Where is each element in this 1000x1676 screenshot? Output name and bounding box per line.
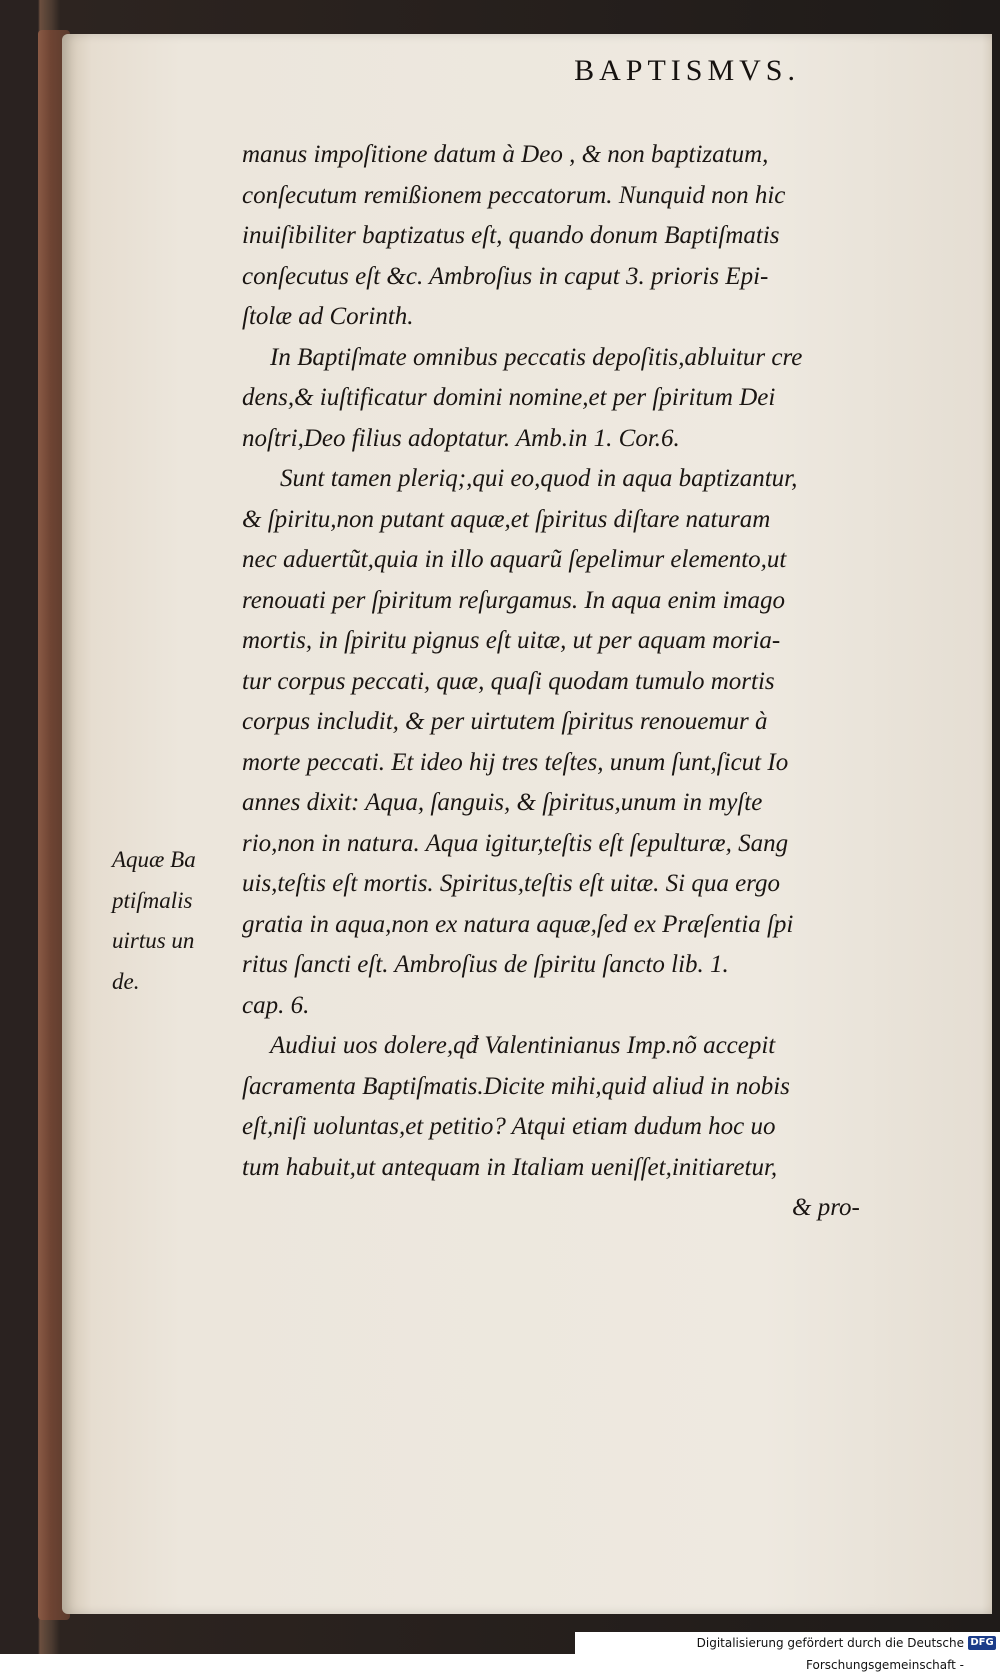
text-line: mortis, in ſpiritu pignus eſt uitæ, ut per aquam moria-: [242, 621, 922, 662]
text-line: conſecutum remißionem peccatorum. Nunquid non hic: [242, 176, 922, 217]
text-line: gratia in aqua,non ex natura aquæ,ſed ex Præſentia ſpi: [242, 905, 922, 946]
text-line: & ſpiritu,non putant aquæ,et ſpiritus diſtare naturam: [242, 500, 922, 541]
text-line: Sunt tamen pleriq;,qui eo,quod in aqua baptizantur,: [242, 459, 922, 500]
marginal-note: [112, 840, 242, 1002]
marginal-line: uirtus un: [112, 921, 242, 962]
text-line: Audiui uos dolere,qđ Valentinianus Imp.nõ accepit: [242, 1026, 922, 1067]
text-line: nec aduertũt,quia in illo aquarũ ſepelimur elemento,ut: [242, 540, 922, 581]
text-line: noſtri,Deo filius adoptatur. Amb.in 1. Cor.6.: [242, 419, 922, 460]
text-line: uis,teſtis eſt mortis. Spiritus,teſtis eſt uitæ. Si qua ergo: [242, 864, 922, 905]
text-line: renouati per ſpiritum reſurgamus. In aqua enim imago: [242, 581, 922, 622]
text-line: dens,& iuſtificatur domini nomine,et per ſpiritum Dei: [242, 378, 922, 419]
body-text: [242, 135, 922, 1229]
text-line: morte peccati. Et ideo hij tres teſtes, unum ſunt,ſicut Io: [242, 743, 922, 784]
text-line: conſecutus eſt &c. Ambroſius in caput 3. prioris Epi-: [242, 257, 922, 298]
text-line: ſacramenta Baptiſmatis.Dicite mihi,quid aliud in nobis: [242, 1067, 922, 1108]
dfg-logo: DFG: [968, 1636, 996, 1650]
marginal-line: Aquæ Ba: [112, 840, 242, 881]
text-line: tum habuit,ut antequam in Italiam ueniſſet,initiaretur,: [242, 1148, 922, 1189]
text-line: corpus includit, & per uirtutem ſpiritus renouemur à: [242, 702, 922, 743]
text-line: ritus ſancti eſt. Ambroſius de ſpiritu ſancto lib. 1.: [242, 945, 922, 986]
text-line: cap. 6.: [242, 986, 922, 1027]
digitization-footer: Digitalisierung gefördert durch die Deutsche: [575, 1632, 1000, 1654]
text-line: ſtolæ ad Corinth.: [242, 297, 922, 338]
text-line: In Baptiſmate omnibus peccatis depoſitis,abluitur cre: [242, 338, 922, 379]
text-line: tur corpus peccati, quæ, quaſi quodam tumulo mortis: [242, 662, 922, 703]
marginal-line: de.: [112, 962, 242, 1003]
text-line: rio,non in natura. Aqua igitur,teſtis eſt ſepulturæ, Sang: [242, 824, 922, 865]
marginal-line: ptiſmalis: [112, 881, 242, 922]
text-line: eſt,niſi uoluntas,et petitio? Atqui etiam dudum hoc uo: [242, 1107, 922, 1148]
text-line: inuiſibiliter baptizatus eſt, quando donum Baptiſmatis: [242, 216, 922, 257]
running-head: BAPTISMVS.: [574, 54, 800, 88]
text-line: manus impoſitione datum à Deo , & non baptizatum,: [242, 135, 922, 176]
text-line: annes dixit: Aqua, ſanguis, & ſpiritus,unum in myſte: [242, 783, 922, 824]
catchword: & pro-: [242, 1188, 922, 1229]
